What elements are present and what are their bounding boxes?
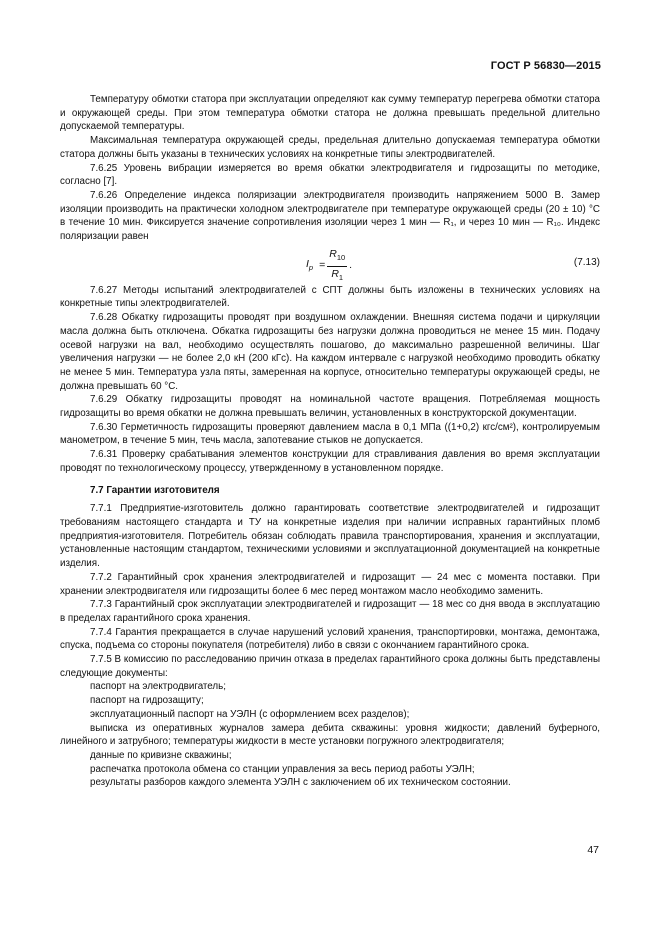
clause-7-7-1: 7.7.1 Предприятие-изготовитель должно гарантировать соответствие электродвигателей и гидрозащит требованиям настоящего стандарта и ТУ на конкретные изделия при наличии исправных гарантийных пломб предприятия-изготовителя. Потребитель обязан соблюдать правила транспортирования, хранения и эксплуатации, установленные настоящим стандартом, техническими условиями и эксплуатационной документацией на конкретные изделия. bbox=[60, 503, 600, 570]
formula-lhs: $I_p$ bbox=[306, 257, 314, 272]
formula-expression bbox=[306, 248, 352, 285]
document-id-header: ГОСТ Р 56830—2015 bbox=[490, 60, 601, 72]
list-item: паспорт на электродвигатель; bbox=[90, 681, 226, 693]
clause-7-6-30: 7.6.30 Герметичность гидрозащиты проверяют давлением масла в 0,1 МПа ((1+0,2) кгс/см²), контролируемым манометром, в течение 5 мин, течь масла, запотевание стыков не допускается. bbox=[60, 421, 600, 447]
formula-7-13 bbox=[60, 246, 600, 280]
formula-fraction bbox=[327, 248, 347, 285]
equals-sign: = bbox=[319, 259, 326, 272]
list-item: паспорт на гидрозащиту; bbox=[90, 695, 204, 707]
fraction-numerator: $R_{10}$ bbox=[327, 248, 347, 267]
list-item: эксплуатационный паспорт на УЭЛН (с оформлением всех разделов); bbox=[90, 708, 410, 720]
list-item: данные по кривизне скважины; bbox=[90, 749, 232, 761]
document-body bbox=[60, 93, 600, 790]
fraction-denominator: $R_1$ bbox=[331, 267, 344, 282]
clause-7-6-26: 7.6.26 Определение индекса поляризации электродвигателя производить напряжением 5000 В. Замер изоляции производить на практически холодном электродвигателе при температуре окружающей среды (20 ± 10) °С в течение 10 мин. Фиксируется значение сопротивления изоляции через 1 мин — R₁, и через 10 мин — R₁₀. Индекс поляризации равен bbox=[60, 189, 600, 243]
section-heading-7-7: 7.7 Гарантии изготовителя bbox=[90, 484, 220, 496]
formula-number: (7.13) bbox=[573, 256, 600, 268]
clause-7-7-2: 7.7.2 Гарантийный срок хранения электродвигателей и гидрозащит — 24 мес с момента поставки. При хранении электродвигателя или гидрозащиты более 6 мес перед монтажом масло необходимо заменить. bbox=[60, 571, 600, 597]
list-item: результаты разборов каждого элемента УЭЛН с заключением об их техническом состоянии. bbox=[90, 777, 511, 789]
paragraph: Максимальная температура окружающей среды, предельная длительно допускаемая температура обмотки статора должны быть указаны в технических условиях на конкретные типы электродвигателей. bbox=[60, 135, 600, 160]
clause-7-6-28: 7.6.28 Обкатку гидрозащиты проводят при воздушном охлаждении. Внешняя система подачи и циркуляции масла должна быть отключена. Обкатка гидрозащиты без нагрузки должна проводиться не менее 15 мин. Подачу осевой нагрузки на вал, необходимо осуществлять пошагово, до максимально разрешенной величины. Шаг увеличения нагрузки — не более 2,0 кН (200 кГс). На каждом интервале с нагрузкой необходимо проводить обкатку не менее 5 мин. Температура узла пяты, замеренная на корпусе, относительно температуры окружающей среды, не должна превышать 60 °С. bbox=[60, 312, 600, 392]
clause-7-6-27: 7.6.27 Методы испытаний электродвигателей с СПТ должны быть изложены в технических условиях на конкретные типы электродвигателей. bbox=[60, 284, 600, 310]
list-item: выписка из оперативных журналов замера дебита скважины: уровня жидкости; давлений буферного, линейного и затрубного; температуры жидкости в месте установки погружного электродвигателя; bbox=[60, 722, 600, 748]
clause-7-7-3: 7.7.3 Гарантийный срок эксплуатации электродвигателей и гидрозащит — 18 мес со дня ввода в эксплуатацию в пределах гарантийного срока хранения. bbox=[60, 599, 600, 624]
formula-period: . bbox=[349, 259, 353, 272]
paragraph: Температуру обмотки статора при эксплуатации определяют как сумму температур перегрева обмотки статора и окружающей среды. При этом температура обмотки статора не должна превышать предельной длительно допускаемой температуры. bbox=[60, 94, 600, 133]
page-number: 47 bbox=[587, 844, 599, 856]
clause-7-6-29: 7.6.29 Обкатку гидрозащиты проводят на номинальной частоте вращения. Потребляемая мощность гидрозащиты во время обкатки не должна превышать величин, установленных в конструкторской документации. bbox=[60, 394, 600, 420]
clause-7-7-5: 7.7.5 В комиссию по расследованию причин отказа в пределах гарантийного срока должны быть представлены следующие документы: bbox=[60, 654, 600, 679]
clause-7-6-31: 7.6.31 Проверку срабатывания элементов конструкции для стравливания давления во время эксплуатации проводят по технологическому процессу, утвержденному в установленном порядке. bbox=[60, 449, 600, 474]
list-item: распечатка протокола обмена со станции управления за весь период работы УЭЛН; bbox=[90, 763, 475, 775]
clause-7-7-4: 7.7.4 Гарантия прекращается в случае нарушений условий хранения, транспортировки, монтажа, демонтажа, спуска, подъема со стороны покупателя (потребителя) либо в связи с окончанием гарантийного срока. bbox=[60, 626, 600, 652]
clause-7-6-25: 7.6.25 Уровень вибрации измеряется во время обкатки электродвигателя и гидрозащиты по методике, согласно [7]. bbox=[60, 162, 600, 188]
